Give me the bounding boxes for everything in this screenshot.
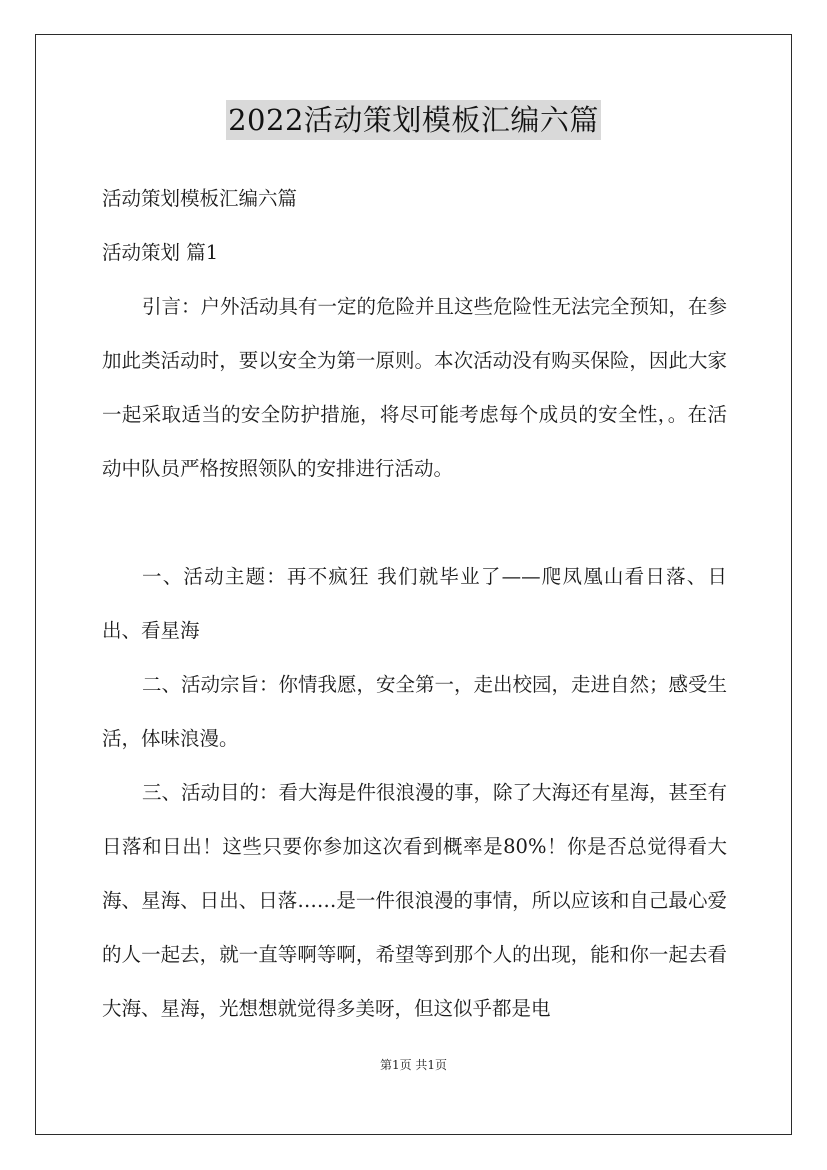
paragraph-purpose: 二、活动宗旨：你情我愿，安全第一，走出校园，走进自然；感受生活，体味浪漫。 [102,673,728,750]
title-container [0,100,827,140]
document-body [102,172,727,1036]
document-title: 2022活动策划模板汇编六篇 [226,100,601,140]
page-footer: 第1页 共1页 [379,1058,448,1072]
paragraph-introduction: 引言：户外活动具有一定的危险并且这些危险性无法完全预知，在参加此类活动时，要以安全为第一原则。本次活动没有购买保险，因此大家一起采取适当的安全防护措施，将尽可能考虑每个成员的安全性，。在活动中队员严格按照领队的安排进行活动。 [102,295,728,480]
paragraph-theme: 一、活动主题：再不疯狂 我们就毕业了——爬凤凰山看日落、日出、看星海 [102,565,727,642]
document-subtitle: 活动策划模板汇编六篇 [102,187,298,210]
section-heading: 活动策划 篇1 [102,241,219,264]
paragraph-goal: 三、活动目的：看大海是件很浪漫的事，除了大海还有星海，甚至有日落和日出！这些只要你参加这次看到概率是80%！你是否总觉得看大海、星海、日出、日落……是一件很浪漫的事情，所以应该和自己最心爱的人一起去，就一直等啊等啊，希望等到那个人的出现，能和你一起去看大海、星海，光想想就觉得多美呀，但这似乎都是电 [102,781,728,1020]
paragraph-spacer [102,496,727,550]
